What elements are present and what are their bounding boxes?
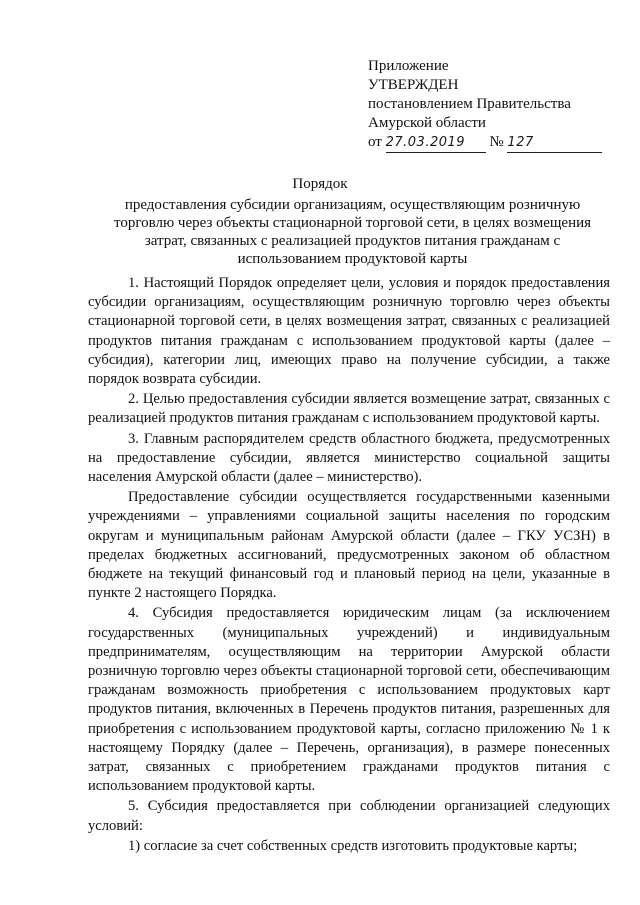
document-title: Порядок [292,176,348,192]
approval-date-line [368,133,618,153]
approval-block [368,57,618,153]
approval-approved-label: УТВЕРЖДЕН [368,77,459,93]
paragraph-4: 4. Субсидия предоставляется юридическим лицам (за исключением государственных (муниципальных учреждений) и индивидуальным предпринимателям, осуществляющим на территории Амурской области розничную торговлю через объекты стационарной торговой сети, обеспечивающим гражданам возможность приобретения с использованием продуктовых карт продуктов питания, включенных в Перечень продуктов питания, разрешенных для приобретения с использованием продуктовой карты, согласно приложению № 1 к настоящему Порядку (далее – Перечень, организация), в размере понесенных затрат, связанных с приобретением гражданами продуктов питания с использованием продуктовой карты. [88,605,610,795]
paragraph-5-item-1: 1) согласие за счет собственных средств изготовить продуктовые карты; [128,837,578,854]
approval-region-label: Амурской области [368,115,486,131]
document-body [88,274,610,857]
paragraph-5: 5. Субсидия предоставляется при соблюдении организацией следующих условий: [88,798,610,834]
handwritten-date: 27.03.2019 [385,135,466,150]
handwritten-number: 127 [507,135,534,150]
document-subtitle: предоставления субсидии организациям, осуществляющим розничную торговлю через объекты стационарной торговой сети, в целях возмещения затрат, связанных с реализацией продуктов питания гражданам с использованием продуктовой карты [113,197,592,267]
paragraph-1: 1. Настоящий Порядок определяет цели, условия и порядок предоставления субсидии организациям, осуществляющим розничную торговлю через объекты стационарной торговой сети, в целях возмещения затрат, связанных с реализацией продуктов питания гражданам с использованием продуктовой карты (далее – субсидия), категории лиц, имеющих право на получение субсидии, а также порядок возврата субсидии. [88,275,610,388]
date-prefix: от [368,134,382,150]
approval-decree-label: постановлением Правительства [368,96,571,112]
approval-appendix-label: Приложение [368,58,449,74]
paragraph-3-continued: Предоставление субсидии осуществляется государственными казенными учреждениями – управлениями социальной защиты населения по городским округам и муниципальным районам Амурской области (далее – ГКУ УСЗН) в пределах бюджетных ассигнований, предусмотренных законом об областном бюджете на текущий финансовый год и плановый период на цели, указанные в пункте 2 настоящего Порядка. [88,489,610,602]
paragraph-3: 3. Главным распорядителем средств областного бюджета, предусмотренных на предоставление субсидии, является министерство социальной защиты населения Амурской области (далее – министерство). [88,430,610,486]
number-sign: № [489,134,504,150]
paragraph-2: 2. Целью предоставления субсидии является возмещение затрат, связанных с реализацией продуктов питания гражданам с использованием продуктовой карты. [88,391,610,427]
